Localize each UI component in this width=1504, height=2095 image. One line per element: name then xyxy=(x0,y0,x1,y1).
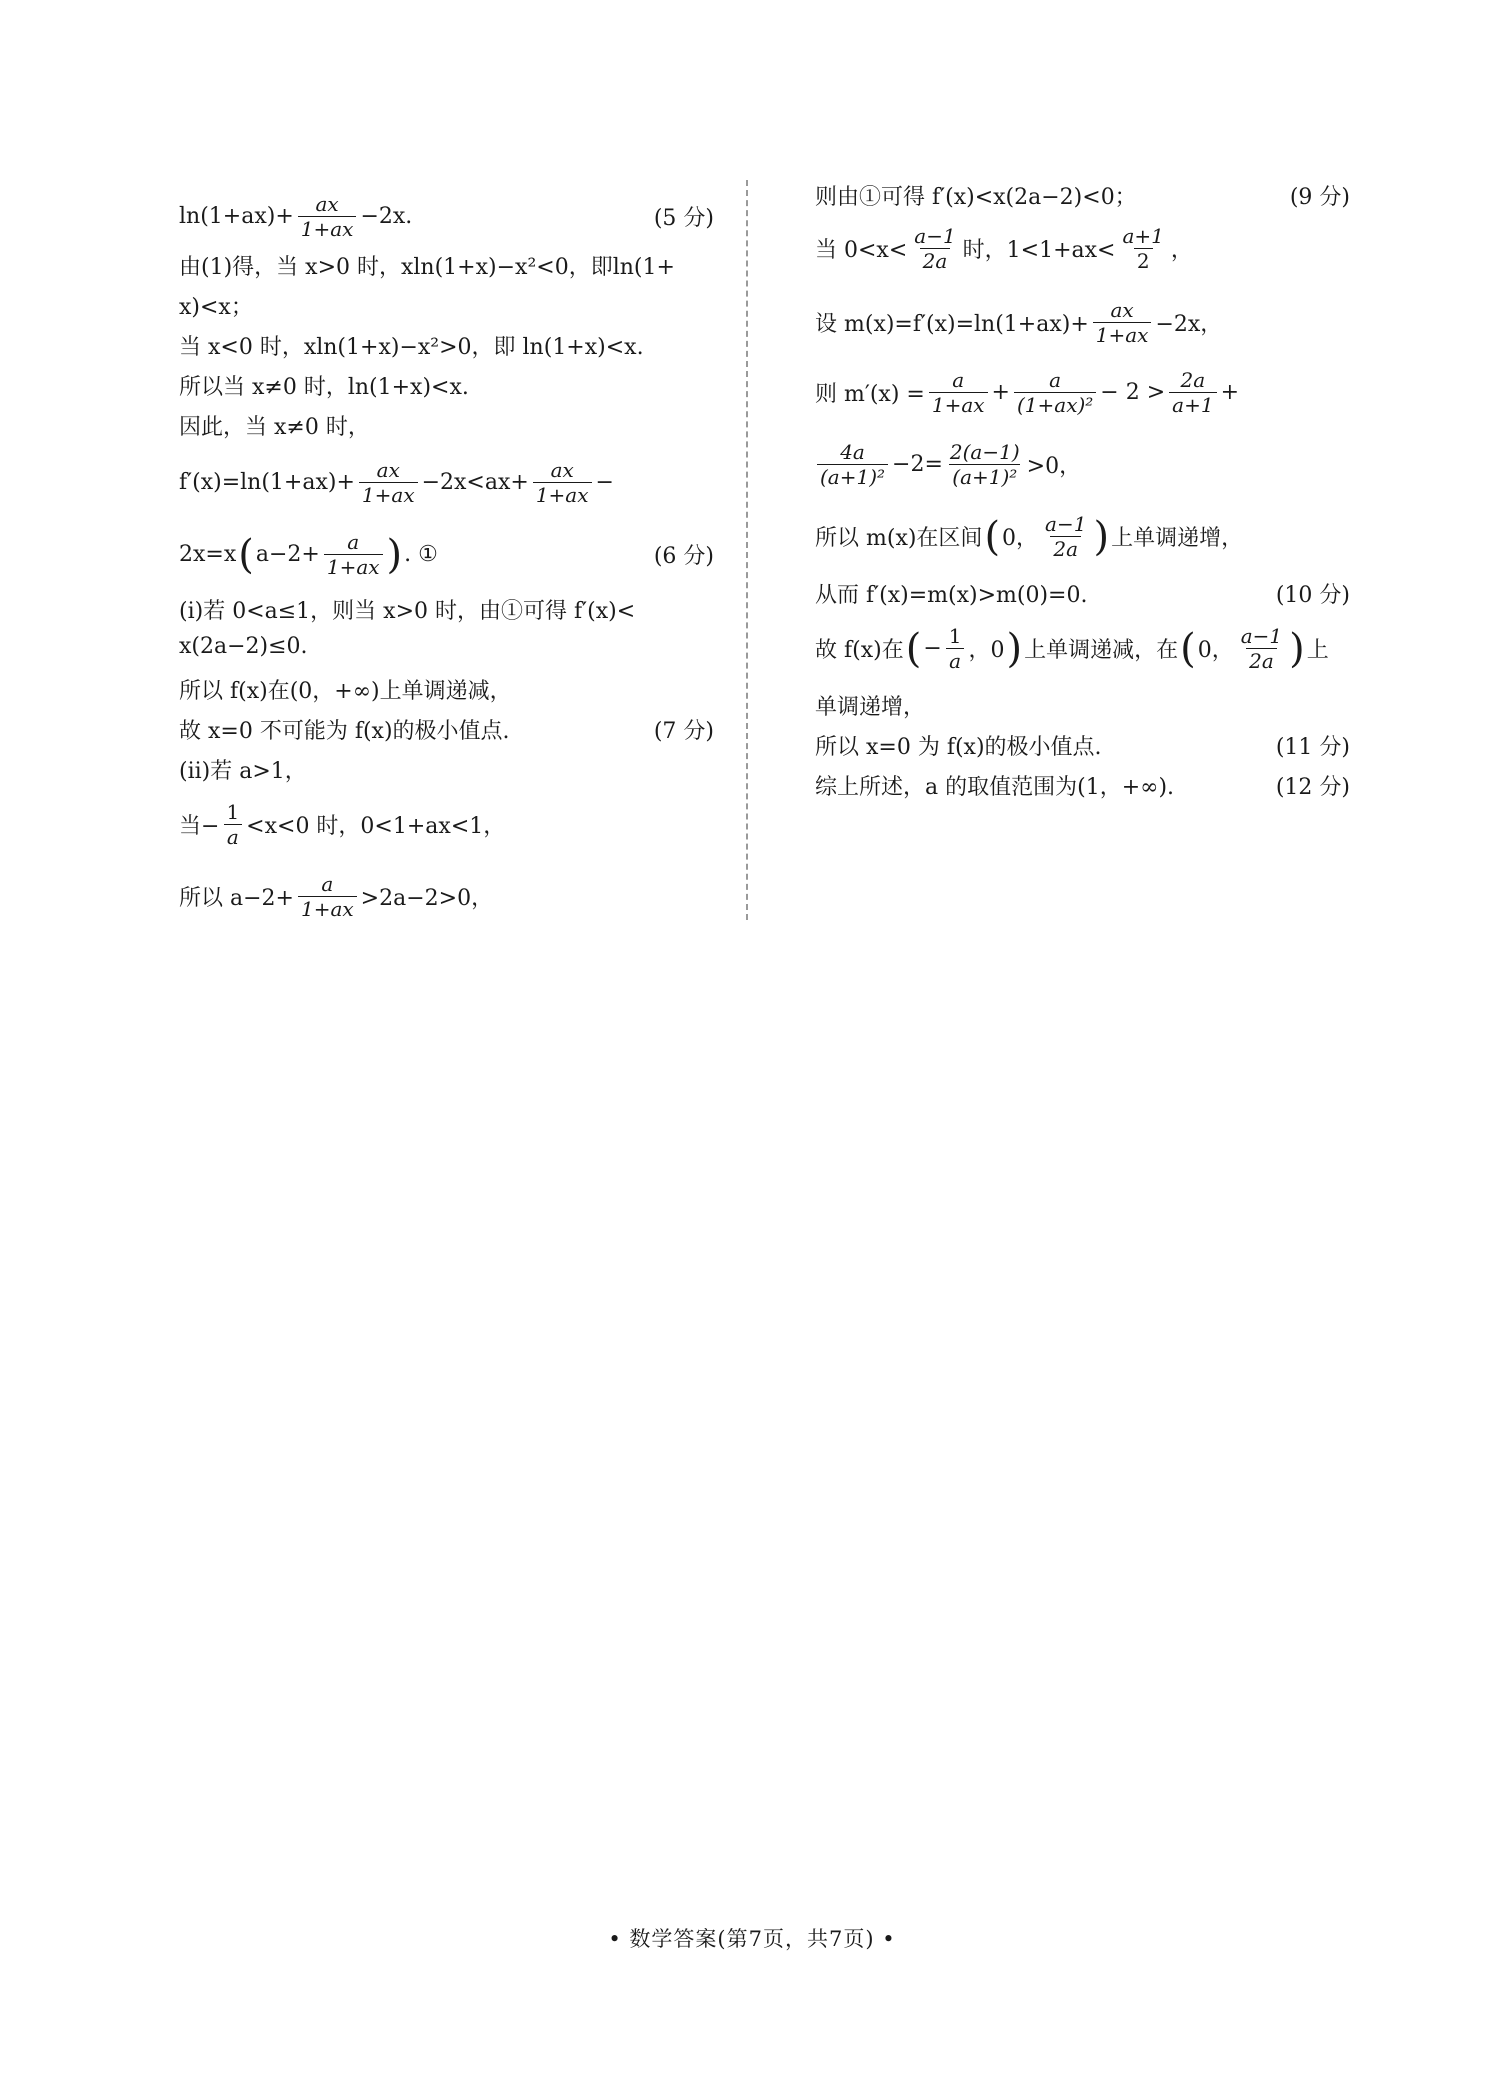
line-l5 xyxy=(179,370,714,401)
denominator: (a+1)² xyxy=(817,464,888,489)
denominator: 1+ax xyxy=(324,554,383,579)
fraction xyxy=(1169,368,1216,417)
denominator: 2 xyxy=(1134,248,1153,273)
text: 故 x=0 不可能为 f(x)的极小值点. xyxy=(179,719,510,744)
denominator: (a+1)² xyxy=(949,464,1020,489)
score-label: (12 分) xyxy=(1275,775,1350,800)
numerator: a xyxy=(1049,368,1062,392)
text: (ii)若 a>1， xyxy=(179,759,307,784)
denominator: (1+ax)² xyxy=(1014,392,1096,417)
text: − xyxy=(923,636,942,661)
text: >2a−2>0， xyxy=(360,886,494,911)
denominator: 1+ax xyxy=(359,482,418,507)
text: f′(x)=ln(1+ax)+ xyxy=(179,470,355,495)
numerator: ax xyxy=(376,458,400,482)
text: + xyxy=(991,380,1010,405)
line-l3 xyxy=(179,290,714,321)
fraction xyxy=(298,192,357,241)
line-l4 xyxy=(179,330,714,361)
text: −2x， xyxy=(1155,312,1223,337)
text: 上单调递增， xyxy=(1111,526,1244,551)
column-divider xyxy=(746,180,748,920)
text: 综上所述，a 的取值范围为(1，+∞). xyxy=(815,775,1175,800)
numerator: a−1 xyxy=(1045,512,1087,536)
fraction xyxy=(298,872,357,921)
fraction xyxy=(946,624,965,673)
denominator: 1+ax xyxy=(298,896,357,921)
denominator: 2a xyxy=(1246,648,1277,673)
line-r7 xyxy=(815,578,1350,609)
numerator: 1 xyxy=(226,800,240,824)
left-paren: ( xyxy=(238,531,254,578)
denominator: 1+ax xyxy=(929,392,988,417)
line-r3 xyxy=(815,298,1350,347)
line-r11 xyxy=(815,770,1350,801)
fraction xyxy=(817,440,888,489)
fraction xyxy=(324,530,383,579)
text: 则 m′(x) = xyxy=(815,382,925,407)
text: − xyxy=(595,470,614,495)
text: 所以当 x≠0 时，ln(1+x)<x. xyxy=(179,375,469,400)
numerator: a xyxy=(321,872,334,896)
text: a−2+ xyxy=(255,542,320,567)
line-l14 xyxy=(179,800,714,849)
text: 当 x<0 时，xln(1+x)−x²>0，即 ln(1+x)<x. xyxy=(179,335,644,360)
score-label: (11 分) xyxy=(1275,735,1350,760)
numerator: a−1 xyxy=(1240,624,1283,648)
text: (i)若 0<a≤1，则当 x>0 时，由①可得 f′(x)< xyxy=(179,599,636,624)
numerator: a xyxy=(952,368,965,392)
line-l2 xyxy=(179,250,714,281)
text: <x<0 时，0<1+ax<1， xyxy=(246,814,506,839)
score-label: (7 分) xyxy=(653,719,714,744)
text: 上 xyxy=(1306,638,1329,663)
score-label: (5 分) xyxy=(653,206,714,231)
numerator: a−1 xyxy=(914,224,956,248)
fraction xyxy=(533,458,592,507)
denominator: a+1 xyxy=(1169,392,1216,417)
text: 单调递增， xyxy=(815,695,926,720)
numerator: ax xyxy=(1110,298,1134,322)
numerator: ax xyxy=(550,458,574,482)
line-r10 xyxy=(815,730,1350,761)
numerator: 2(a−1) xyxy=(949,440,1020,464)
denominator: 1+ax xyxy=(1093,322,1152,347)
left-paren: ( xyxy=(1180,625,1196,672)
denominator: 2a xyxy=(1050,536,1081,561)
line-r2 xyxy=(815,224,1350,273)
line-l8 xyxy=(179,530,714,579)
fraction xyxy=(911,224,958,273)
fraction xyxy=(1093,298,1152,347)
text: 上单调递减，在 xyxy=(1024,638,1179,663)
text: 由(1)得，当 x>0 时，xln(1+x)−x²<0，即ln(1+ xyxy=(179,255,675,280)
right-paren: ) xyxy=(1289,625,1305,672)
text: 0， xyxy=(1197,638,1234,663)
left-paren: ( xyxy=(905,625,922,672)
fraction xyxy=(929,368,988,417)
numerator: a xyxy=(347,530,360,554)
right-paren: ) xyxy=(386,531,403,578)
score-label: (10 分) xyxy=(1275,583,1350,608)
text: x(2a−2)≤0. xyxy=(179,634,308,659)
text: x)<x； xyxy=(179,295,253,320)
line-l10 xyxy=(179,634,714,659)
line-r9 xyxy=(815,690,1350,721)
line-l7 xyxy=(179,458,714,507)
text: 故 f(x)在 xyxy=(815,638,904,663)
text: 0， xyxy=(1002,526,1039,551)
text: 当− xyxy=(179,814,220,839)
denominator: 2a xyxy=(920,248,951,273)
line-l15 xyxy=(179,872,714,921)
line-r1 xyxy=(815,180,1350,211)
score-label: (9 分) xyxy=(1289,185,1350,210)
fraction xyxy=(1014,368,1096,417)
text: 2x=x xyxy=(179,542,237,567)
text: ，0 xyxy=(968,638,1005,663)
fraction xyxy=(359,458,418,507)
line-r6 xyxy=(815,512,1350,561)
denominator: a xyxy=(946,648,964,673)
fraction xyxy=(1120,224,1167,273)
text: 所以 f(x)在(0，+∞)上单调递减， xyxy=(179,679,512,704)
text: . ① xyxy=(404,542,438,567)
line-l11 xyxy=(179,674,714,705)
text: 所以 m(x)在区间 xyxy=(815,526,983,551)
line-l6 xyxy=(179,410,714,441)
text: 因此，当 x≠0 时， xyxy=(179,415,370,440)
numerator: ax xyxy=(315,192,339,216)
denominator: a xyxy=(224,824,242,849)
text: 设 m(x)=f′(x)=ln(1+ax)+ xyxy=(815,312,1089,337)
left-paren: ( xyxy=(984,513,1001,560)
score-label: (6 分) xyxy=(653,544,714,569)
numerator: 1 xyxy=(948,624,962,648)
text: 则由①可得 f′(x)<x(2a−2)<0； xyxy=(815,185,1137,210)
text: −2x<ax+ xyxy=(421,470,529,495)
line-l12 xyxy=(179,714,714,745)
text: 当 0<x< xyxy=(815,238,908,263)
denominator: 1+ax xyxy=(298,216,357,241)
text: + xyxy=(1220,380,1239,405)
text: ln(1+ax)+ xyxy=(179,204,294,229)
text: −2x. xyxy=(360,204,413,229)
denominator: 1+ax xyxy=(533,482,592,507)
text: 从而 f′(x)=m(x)>m(0)=0. xyxy=(815,583,1088,608)
numerator: a+1 xyxy=(1122,224,1164,248)
text: 所以 x=0 为 f(x)的极小值点. xyxy=(815,735,1102,760)
line-l9 xyxy=(179,594,714,625)
right-paren: ) xyxy=(1093,513,1110,560)
numerator: 4a xyxy=(840,440,865,464)
fraction xyxy=(223,800,242,849)
right-paren: ) xyxy=(1006,625,1023,672)
line-r8 xyxy=(815,624,1350,673)
text: 时，1<1+ax< xyxy=(962,238,1116,263)
text: −2= xyxy=(892,452,943,477)
page-footer: • 数学答案(第7页，共7页) • xyxy=(608,1927,896,1951)
line-l13 xyxy=(179,754,714,785)
text: ， xyxy=(1170,238,1193,263)
line-l1 xyxy=(179,192,714,241)
fraction xyxy=(1238,624,1285,673)
line-r5 xyxy=(815,440,1350,489)
numerator: 2a xyxy=(1180,368,1206,392)
fraction xyxy=(1042,512,1089,561)
line-r4 xyxy=(815,368,1350,417)
text: >0， xyxy=(1026,454,1082,479)
fraction xyxy=(947,440,1023,489)
text: − 2 > xyxy=(1100,380,1166,405)
text: 所以 a−2+ xyxy=(179,886,294,911)
